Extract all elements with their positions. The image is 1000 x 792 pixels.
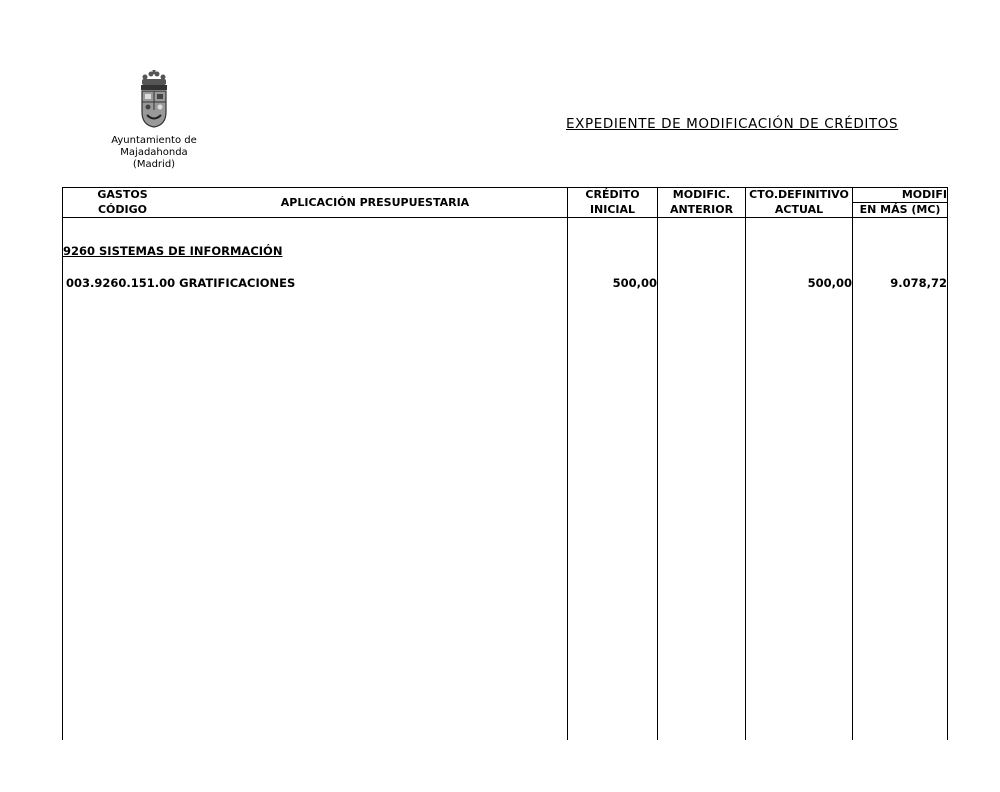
organization-name — [98, 135, 210, 171]
header-modific-en-mas-top: MODIFI — [901, 188, 947, 201]
row-credito-inicial: 500,00 — [612, 276, 657, 290]
column-divider-definitivo — [745, 187, 746, 740]
organization-line-2: Majadahonda — [120, 147, 188, 158]
document-title: EXPEDIENTE DE MODIFICACIÓN DE CRÉDITOS — [566, 116, 899, 132]
column-divider-mas — [852, 187, 853, 740]
header-gastos-codigo — [80, 187, 165, 217]
column-divider-left — [62, 187, 63, 740]
row-cto-definitivo: 500,00 — [807, 276, 852, 290]
row-en-mas: 9.078,72 — [890, 276, 947, 290]
column-divider-credito — [567, 187, 568, 740]
header-gastos-label: GASTOS — [97, 188, 148, 201]
organization-line-3: (Madrid) — [132, 159, 176, 170]
header-inicial-label: INICIAL — [589, 203, 636, 216]
header-definitivo-label: CTO.DEFINITIVO — [749, 188, 849, 201]
municipal-crest-logo — [137, 70, 171, 128]
header-codigo-label: CÓDIGO — [97, 203, 148, 216]
header-en-mas-mc: EN MÁS (MC) — [859, 203, 941, 216]
header-credito-inicial — [568, 187, 657, 217]
header-anterior-label: ANTERIOR — [669, 203, 734, 216]
header-credito-label: CRÉDITO — [585, 188, 640, 201]
organization-line-1: Ayuntamiento de — [111, 135, 197, 146]
row-aplicacion: 003.9260.151.00 GRATIFICACIONES — [66, 276, 296, 290]
header-bottom-border — [62, 217, 948, 218]
header-actual-label: ACTUAL — [774, 203, 824, 216]
column-divider-modific — [657, 187, 658, 740]
section-heading: 9260 SISTEMAS DE INFORMACIÓN — [63, 244, 283, 258]
header-modific-anterior — [658, 187, 745, 217]
column-divider-right — [947, 187, 948, 740]
header-cto-definitivo-actual — [746, 187, 852, 217]
header-modific-label: MODIFIC. — [672, 188, 731, 201]
header-aplicacion-presupuestaria: APLICACIÓN PRESUPUESTARIA — [280, 196, 470, 209]
